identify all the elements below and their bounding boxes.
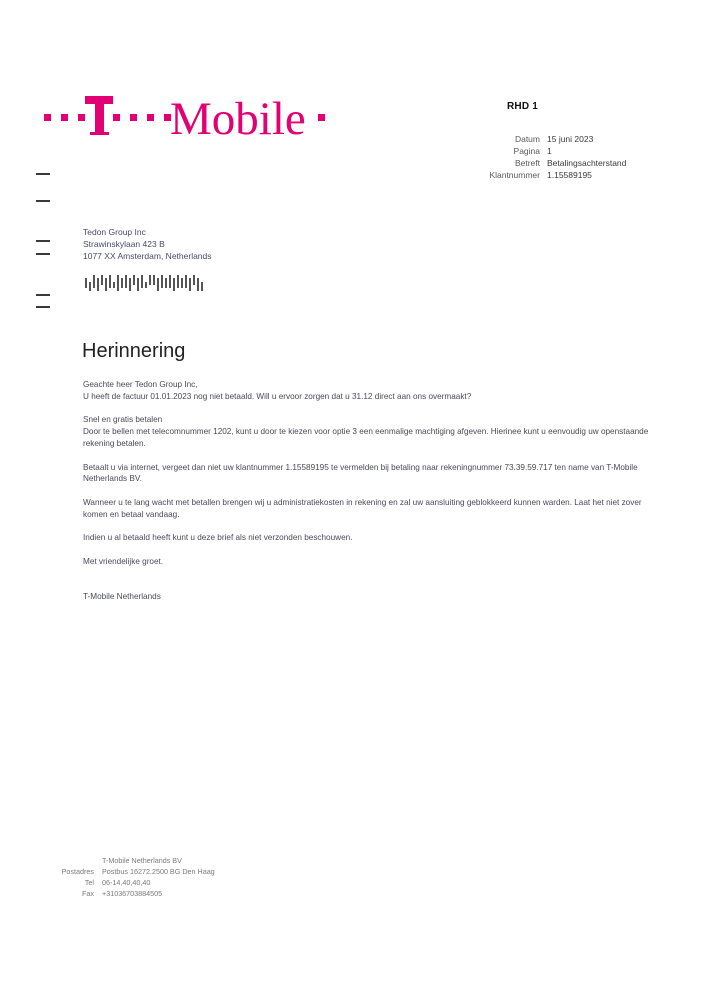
fold-mark bbox=[36, 200, 50, 202]
footer-label: Tel bbox=[84, 878, 94, 887]
meta-row-subject bbox=[440, 157, 626, 169]
meta-value: 15 juni 2023 bbox=[547, 134, 594, 144]
section-heading: Snel en gratis betalen bbox=[83, 415, 163, 425]
fold-mark bbox=[36, 294, 50, 296]
already-paid-paragraph: Indien u al betaald heeft kunt u deze brief als niet verzonden beschouwen. bbox=[83, 533, 353, 543]
meta-row-customer-number bbox=[440, 169, 626, 181]
internet-payment-paragraph: Betaalt u via internet, vergeet dan niet uw klantnummer 1.15589195 te vermelden bij betaling naar rekeningnummer 73.39.59.717 ten name van T-Mobile Netherlands BV. bbox=[83, 462, 638, 484]
footer-row-postal bbox=[50, 866, 215, 877]
salutation: Geachte heer Tedon Group Inc, bbox=[83, 380, 198, 389]
section-body: Door te bellen met telecomnummer 1202, kunt u door te kiezen voor optie 3 een eenmalige machtiging afgeven. Hierinee kunt u eenvoudig uw openstaande rekening betalen. bbox=[83, 427, 649, 448]
logo-wordmark: Mobile bbox=[170, 93, 306, 140]
intro-paragraph: U heeft de factuur 01.01.2023 nog niet betaald. Will u ervoor zorgen dat u 31.12 direct aan ons overmaakt? bbox=[83, 391, 472, 401]
meta-label: Datum bbox=[514, 134, 540, 144]
meta-row-date bbox=[440, 133, 626, 145]
recipient-street: Strawinskylaan 423 B bbox=[83, 239, 165, 249]
recipient-city: 1077 XX Amsterdam, Netherlands bbox=[83, 251, 212, 261]
footer-value: +31036703884505 bbox=[102, 889, 163, 898]
fold-mark bbox=[36, 240, 50, 242]
footer-row-phone bbox=[50, 877, 215, 888]
recipient-address bbox=[83, 226, 212, 262]
footer-row-fax bbox=[50, 888, 215, 899]
footer-label: Fax bbox=[82, 889, 94, 898]
letter-meta bbox=[440, 133, 626, 181]
footer-value: 06-14,40,40,40 bbox=[102, 878, 151, 887]
signature: T-Mobile Netherlands bbox=[83, 592, 161, 602]
fold-mark bbox=[36, 306, 50, 308]
t-mobile-logo bbox=[44, 88, 334, 140]
recipient-name: Tedon Group Inc bbox=[83, 227, 146, 237]
footer bbox=[50, 855, 215, 899]
warning-paragraph: Wanneer u te lang wacht met betallen brengen wij u administratiekosten in rekening en zal uw aansluiting geblokkeerd kunnen warden. Laat het niet zover komen en betaal vandaag. bbox=[83, 497, 642, 519]
meta-label: Betreft bbox=[514, 158, 540, 168]
meta-row-page bbox=[440, 145, 626, 157]
t-mobile-logo-icon bbox=[44, 88, 334, 140]
meta-label: Klantnummer bbox=[489, 170, 540, 180]
meta-value: 1.15589195 bbox=[547, 170, 592, 180]
closing: Met vriendelijke groet. bbox=[83, 556, 164, 566]
letter-title: Herinnering bbox=[82, 340, 186, 362]
postal-barcode-icon bbox=[85, 275, 207, 291]
footer-label: Postadres bbox=[61, 867, 94, 876]
fold-mark bbox=[36, 173, 50, 175]
meta-value: 1 bbox=[547, 146, 552, 156]
letter-body bbox=[83, 379, 653, 603]
meta-label: Pagina bbox=[513, 146, 540, 156]
footer-company: T-Mobile Netherlands BV bbox=[102, 856, 182, 865]
footer-value: Postbus 16272.2500 BG Den Haag bbox=[102, 867, 215, 876]
footer-company-row bbox=[50, 855, 215, 866]
reference-code: RHD 1 bbox=[507, 101, 539, 112]
meta-value: Betalingsachterstand bbox=[547, 158, 627, 168]
fold-mark bbox=[36, 253, 50, 255]
